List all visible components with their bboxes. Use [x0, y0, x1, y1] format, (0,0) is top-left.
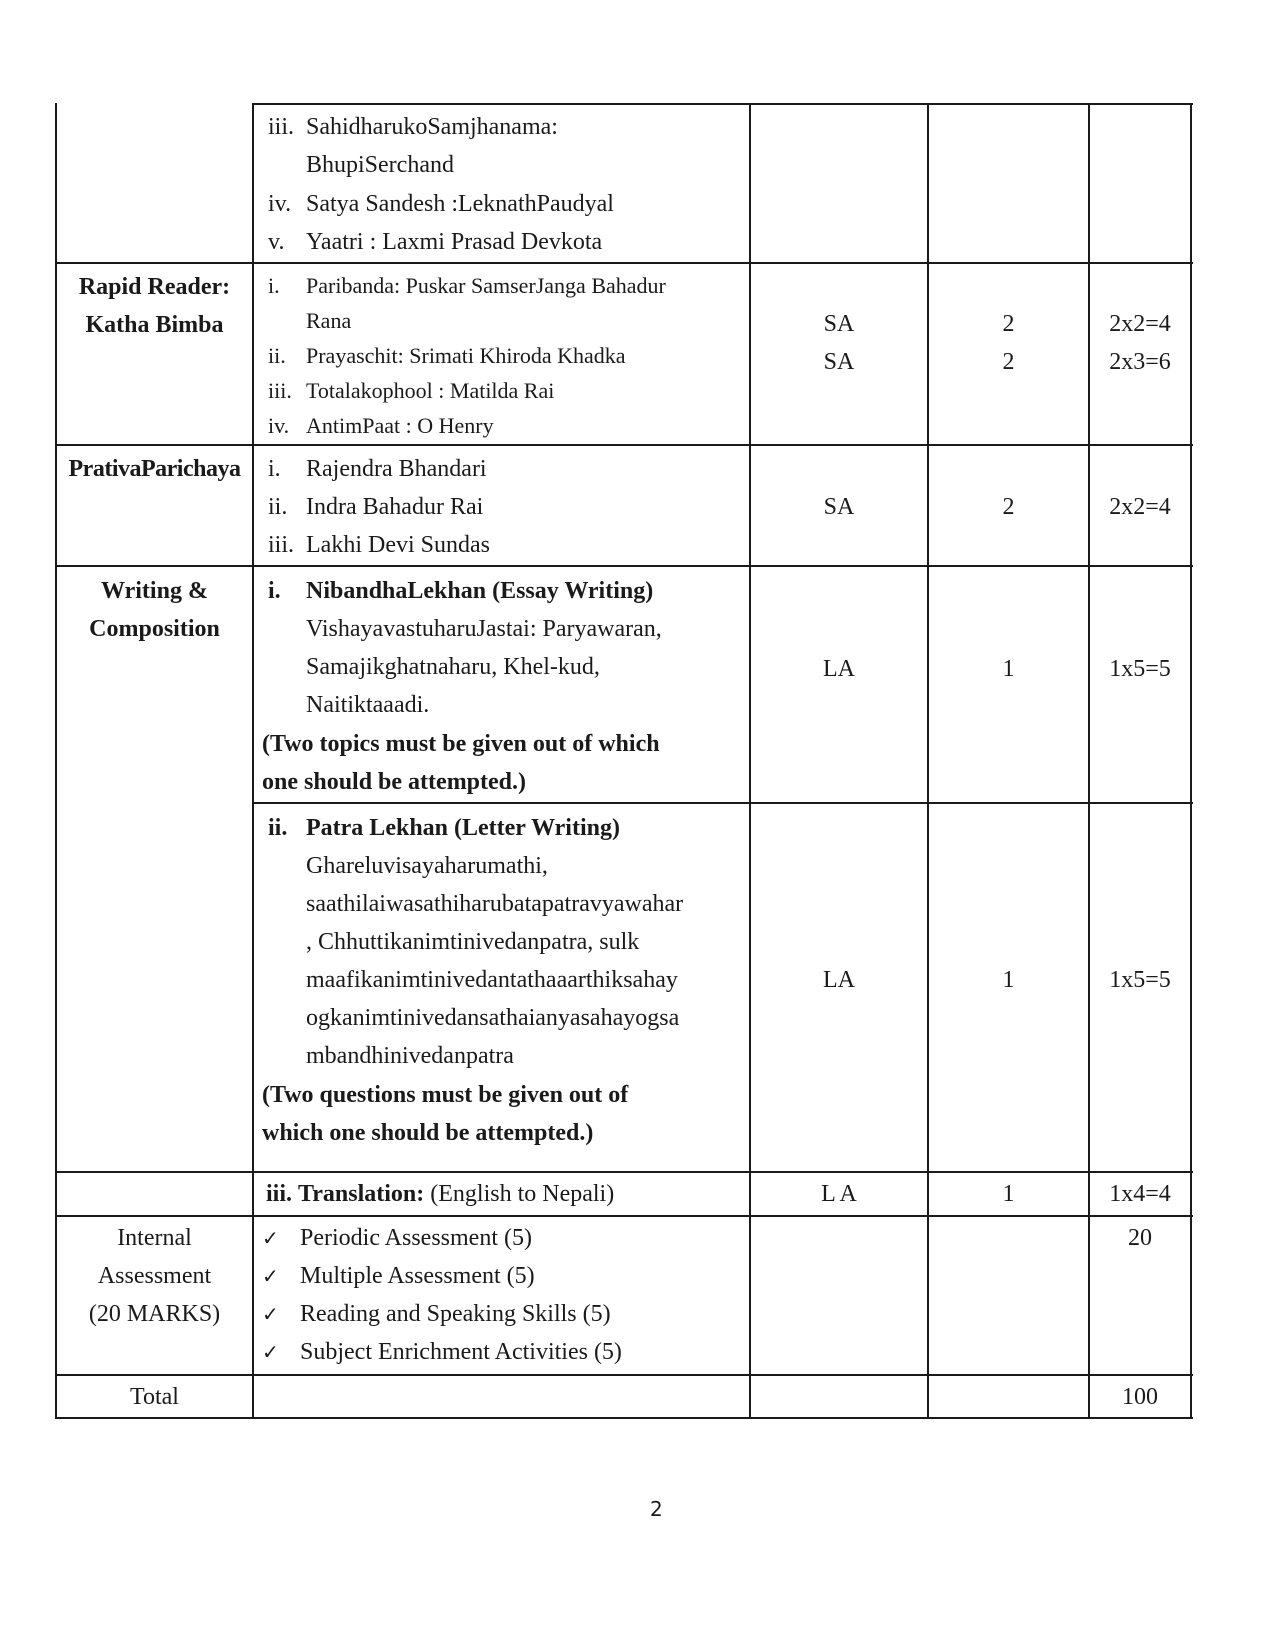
list-item-continuation: Rana: [306, 308, 352, 333]
row-divider: [56, 262, 1193, 264]
sub-body: ogkanimtinivedansathaianyasahayogsa: [306, 1005, 680, 1031]
checkmark-icon: ✓: [262, 1340, 279, 1364]
total-label: Total: [130, 1384, 179, 1410]
sub-body: Samajikghatnaharu, Khel-kud,: [306, 654, 600, 680]
checkmark-icon: ✓: [262, 1226, 279, 1250]
question-type: SA: [823, 311, 855, 337]
checkmark-icon: ✓: [262, 1264, 279, 1288]
question-type: L A: [821, 1181, 857, 1207]
total-marks: 100: [1122, 1384, 1158, 1410]
section-label: Writing & Composition: [89, 578, 220, 642]
sub-body: maafikanimtinivedantathaaarthiksahay: [306, 967, 678, 993]
page-number: 2: [650, 1497, 663, 1521]
question-type: SA: [823, 494, 855, 520]
section-label: Rapid Reader: Katha Bimba: [78, 274, 231, 338]
list-item: iii. Totalakophool : Matilda Rai: [268, 378, 555, 403]
sub-note: (Two questions must be given out of: [262, 1082, 629, 1108]
list-item: iv. Satya Sandesh :LeknathPaudyal: [268, 191, 614, 217]
marks: 20: [1128, 1225, 1152, 1251]
marks: 2x2=4: [1109, 494, 1171, 520]
sub-body: Ghareluvisayaharumathi,: [306, 853, 548, 879]
row-divider: [253, 802, 1193, 804]
section-label: Internal Assessment (20 MARKS): [88, 1225, 221, 1327]
sub-body: , Chhuttikanimtinivedanpatra, sulk: [306, 929, 640, 955]
list-item: i. Rajendra Bhandari: [268, 456, 487, 482]
question-count: 1: [1002, 656, 1015, 682]
sub-note: one should be attempted.): [262, 769, 527, 795]
question-count: 2: [1002, 349, 1015, 375]
marks: 1x4=4: [1109, 1181, 1171, 1207]
sub-heading: iii. Translation: (English to Nepali): [266, 1181, 615, 1207]
question-count: 1: [1002, 967, 1015, 993]
marks: 2x2=4: [1109, 311, 1171, 337]
sub-body: saathilaiwasathiharubatapatravyawahar: [306, 891, 684, 917]
checklist-item: ✓ Periodic Assessment (5): [262, 1219, 532, 1257]
list-item: iv. AntimPaat : O Henry: [268, 413, 494, 438]
checklist-item: ✓ Subject Enrichment Activities (5): [262, 1333, 622, 1371]
question-type: SA: [823, 349, 855, 375]
table-border-bottom: [56, 1417, 1193, 1419]
checklist-item: ✓ Multiple Assessment (5): [262, 1257, 535, 1295]
list-item: iii. Lakhi Devi Sundas: [268, 532, 490, 558]
list-item: i. Paribanda: Puskar SamserJanga Bahadur: [268, 273, 666, 298]
question-count: 2: [1002, 311, 1015, 337]
col-divider: [927, 103, 929, 1419]
row-divider: [56, 1215, 1193, 1217]
list-item-continuation: BhupiSerchand: [306, 152, 454, 178]
row-divider: [56, 444, 1193, 446]
question-count: 2: [1002, 494, 1015, 520]
question-type: LA: [823, 656, 855, 682]
sub-body: VishayavastuharuJastai: Paryawaran,: [306, 616, 662, 642]
sub-heading: ii. Patra Lekhan (Letter Writing): [268, 815, 620, 841]
list-item: v. Yaatri : Laxmi Prasad Devkota: [268, 229, 603, 255]
col-divider: [749, 103, 751, 1419]
sub-note: which one should be attempted.): [262, 1120, 594, 1146]
checklist-item: ✓ Reading and Speaking Skills (5): [262, 1295, 611, 1333]
sub-heading: i. NibandhaLekhan (Essay Writing): [268, 578, 654, 604]
row-divider: [56, 565, 1193, 567]
marks: 1x5=5: [1109, 656, 1171, 682]
marks: 2x3=6: [1109, 349, 1171, 375]
sub-body: mbandhinivedanpatra: [306, 1043, 514, 1069]
list-item: ii. Indra Bahadur Rai: [268, 494, 484, 520]
table-border-right: [1190, 103, 1192, 1419]
question-count: 1: [1002, 1181, 1015, 1207]
checkmark-icon: ✓: [262, 1302, 279, 1326]
sub-body: Naitiktaaadi.: [306, 692, 430, 718]
list-item: ii. Prayaschit: Srimati Khiroda Khadka: [268, 343, 626, 368]
section-label: PrativaParichaya: [68, 456, 241, 482]
table-border-top: [253, 103, 1193, 105]
question-type: LA: [823, 967, 855, 993]
marks: 1x5=5: [1109, 967, 1171, 993]
sub-note: (Two topics must be given out of which: [262, 731, 660, 757]
row-divider: [56, 1171, 1193, 1173]
row-divider: [56, 1374, 1193, 1376]
list-item: iii. SahidharukoSamjhanama:: [268, 114, 558, 140]
